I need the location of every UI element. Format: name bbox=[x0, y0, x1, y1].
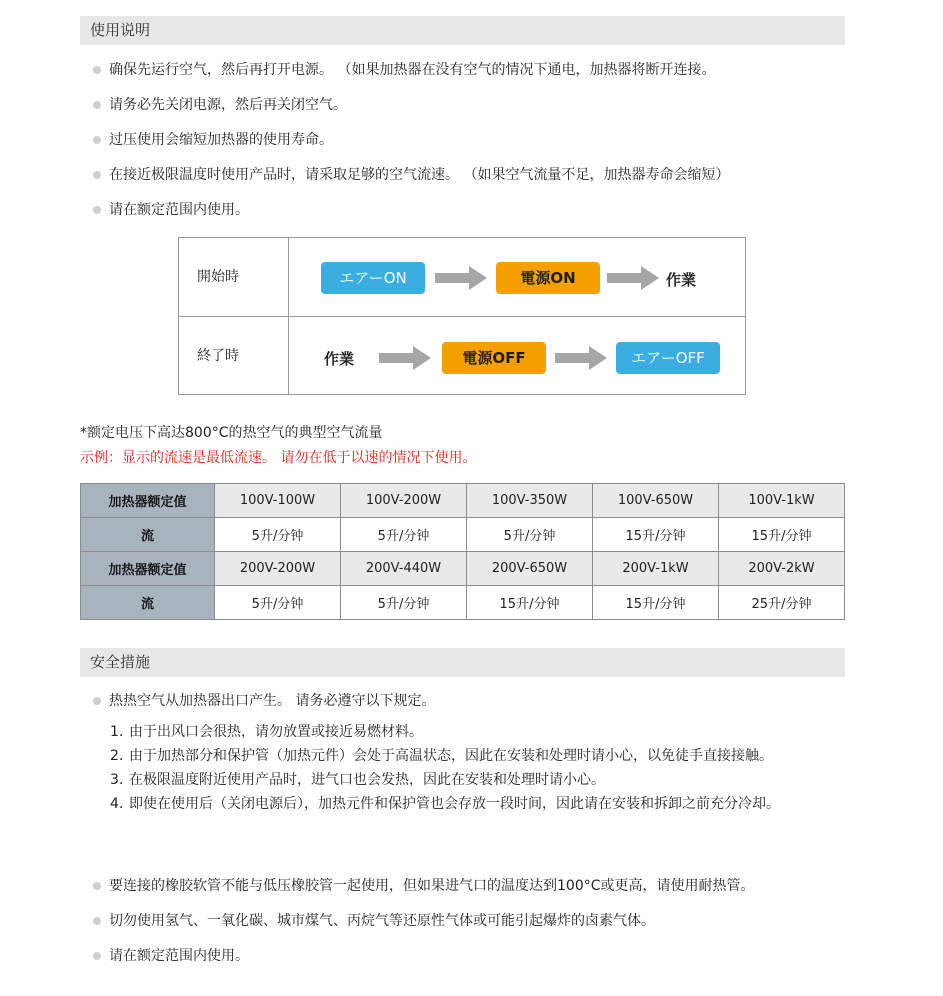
usage-section-header bbox=[80, 16, 845, 45]
list-item: 要连接的橡胶软管不能与低压橡胶管一起使用，但如果进气口的温度达到100°C或更高，请使用耐热管。 bbox=[93, 876, 755, 896]
table-row bbox=[81, 586, 845, 620]
row-header: 加热器额定值 bbox=[81, 484, 215, 518]
bullet-dot-icon bbox=[93, 101, 101, 109]
bullet-dot-icon bbox=[93, 917, 101, 925]
bullet-dot-icon bbox=[93, 697, 101, 705]
work-step: 作業 bbox=[666, 271, 697, 289]
table-cell: 100V-100W bbox=[215, 484, 341, 518]
table-cell: 100V-200W bbox=[341, 484, 467, 518]
work-step: 作業 bbox=[324, 350, 355, 368]
flow-row-start bbox=[179, 238, 745, 317]
usage-title: 使用说明 bbox=[90, 21, 151, 39]
list-item: 3. 在极限温度附近使用产品时，进气口也会发热，因此在安装和处理时请小心。 bbox=[110, 772, 605, 788]
power-off-step: 電源OFF bbox=[442, 342, 546, 374]
list-item: 在接近极限温度时使用产品时，请采取足够的空气流速。 （如果空气流量不足，加热器寿命会缩短） bbox=[93, 165, 729, 185]
table-cell: 15升/分钟 bbox=[593, 586, 719, 620]
airflow-note: *额定电压下高达800°C的热空气的典型空气流量 bbox=[80, 425, 383, 441]
table-cell: 5升/分钟 bbox=[341, 586, 467, 620]
arrow-right-icon bbox=[377, 345, 433, 371]
arrow-right-icon bbox=[605, 265, 661, 291]
table-cell: 15升/分钟 bbox=[593, 518, 719, 552]
list-item: 热热空气从加热器出口产生。 请务必遵守以下规定。 bbox=[93, 691, 435, 711]
bullet-dot-icon bbox=[93, 66, 101, 74]
table-row bbox=[81, 518, 845, 552]
table-cell: 200V-650W bbox=[467, 552, 593, 586]
heater-spec-table bbox=[80, 483, 845, 620]
arrow-right-icon bbox=[433, 265, 489, 291]
table-cell: 5升/分钟 bbox=[215, 586, 341, 620]
usage-bullet-list bbox=[93, 60, 729, 220]
flow-label-start: 開始時 bbox=[179, 238, 289, 316]
row-header: 流 bbox=[81, 586, 215, 620]
list-item: 1. 由于出风口会很热，请勿放置或接近易燃材料。 bbox=[110, 724, 423, 740]
safety-section-header bbox=[80, 648, 845, 677]
operation-flow-diagram bbox=[178, 237, 746, 395]
flow-label-end: 終了時 bbox=[179, 317, 289, 395]
table-cell: 200V-1kW bbox=[593, 552, 719, 586]
table-cell: 100V-350W bbox=[467, 484, 593, 518]
safety-intro-list bbox=[93, 691, 435, 711]
list-item: 请务必先关闭电源，然后再关闭空气。 bbox=[93, 95, 729, 115]
table-cell: 200V-2kW bbox=[719, 552, 845, 586]
bullet-dot-icon bbox=[93, 206, 101, 214]
table-cell: 200V-200W bbox=[215, 552, 341, 586]
list-item: 过压使用会缩短加热器的使用寿命。 bbox=[93, 130, 729, 150]
row-header: 加热器额定值 bbox=[81, 552, 215, 586]
safety-bullet-list bbox=[93, 876, 755, 966]
bullet-dot-icon bbox=[93, 171, 101, 179]
bullet-dot-icon bbox=[93, 882, 101, 890]
air-on-step: エアーON bbox=[321, 262, 425, 294]
list-item: 2. 由于加热部分和保护管（加热元件）会处于高温状态，因此在安装和处理时请小心，以免徒手直接接触。 bbox=[110, 748, 773, 764]
table-cell: 15升/分钟 bbox=[467, 586, 593, 620]
arrow-right-icon bbox=[553, 345, 609, 371]
table-cell: 100V-1kW bbox=[719, 484, 845, 518]
table-cell: 5升/分钟 bbox=[341, 518, 467, 552]
table-cell: 100V-650W bbox=[593, 484, 719, 518]
table-row bbox=[81, 484, 845, 518]
list-item: 确保先运行空气，然后再打开电源。 （如果加热器在没有空气的情况下通电，加热器将断开连接。 bbox=[93, 60, 729, 80]
table-cell: 5升/分钟 bbox=[215, 518, 341, 552]
power-on-step: 電源ON bbox=[496, 262, 600, 294]
list-item: 切勿使用氢气、一氧化碳、城市煤气、丙烷气等还原性气体或可能引起爆炸的卤素气体。 bbox=[93, 911, 755, 931]
table-row bbox=[81, 552, 845, 586]
table-cell: 200V-440W bbox=[341, 552, 467, 586]
table-cell: 25升/分钟 bbox=[719, 586, 845, 620]
airflow-warning: 示例：显示的流速是最低流速。 请勿在低于以速的情况下使用。 bbox=[80, 450, 477, 466]
list-item: 请在额定范围内使用。 bbox=[93, 946, 755, 966]
flow-row-end bbox=[179, 317, 745, 395]
safety-numbered-list bbox=[110, 720, 849, 816]
air-off-step: エアーOFF bbox=[616, 342, 720, 374]
bullet-dot-icon bbox=[93, 952, 101, 960]
row-header: 流 bbox=[81, 518, 215, 552]
table-cell: 15升/分钟 bbox=[719, 518, 845, 552]
list-item: 4. 即使在使用后（关闭电源后），加热元件和保护管也会存放一段时间，因此请在安装和拆卸之前充分冷却。 bbox=[110, 796, 780, 812]
table-cell: 5升/分钟 bbox=[467, 518, 593, 552]
safety-title: 安全措施 bbox=[90, 653, 151, 671]
bullet-dot-icon bbox=[93, 136, 101, 144]
list-item: 请在额定范围内使用。 bbox=[93, 200, 729, 220]
